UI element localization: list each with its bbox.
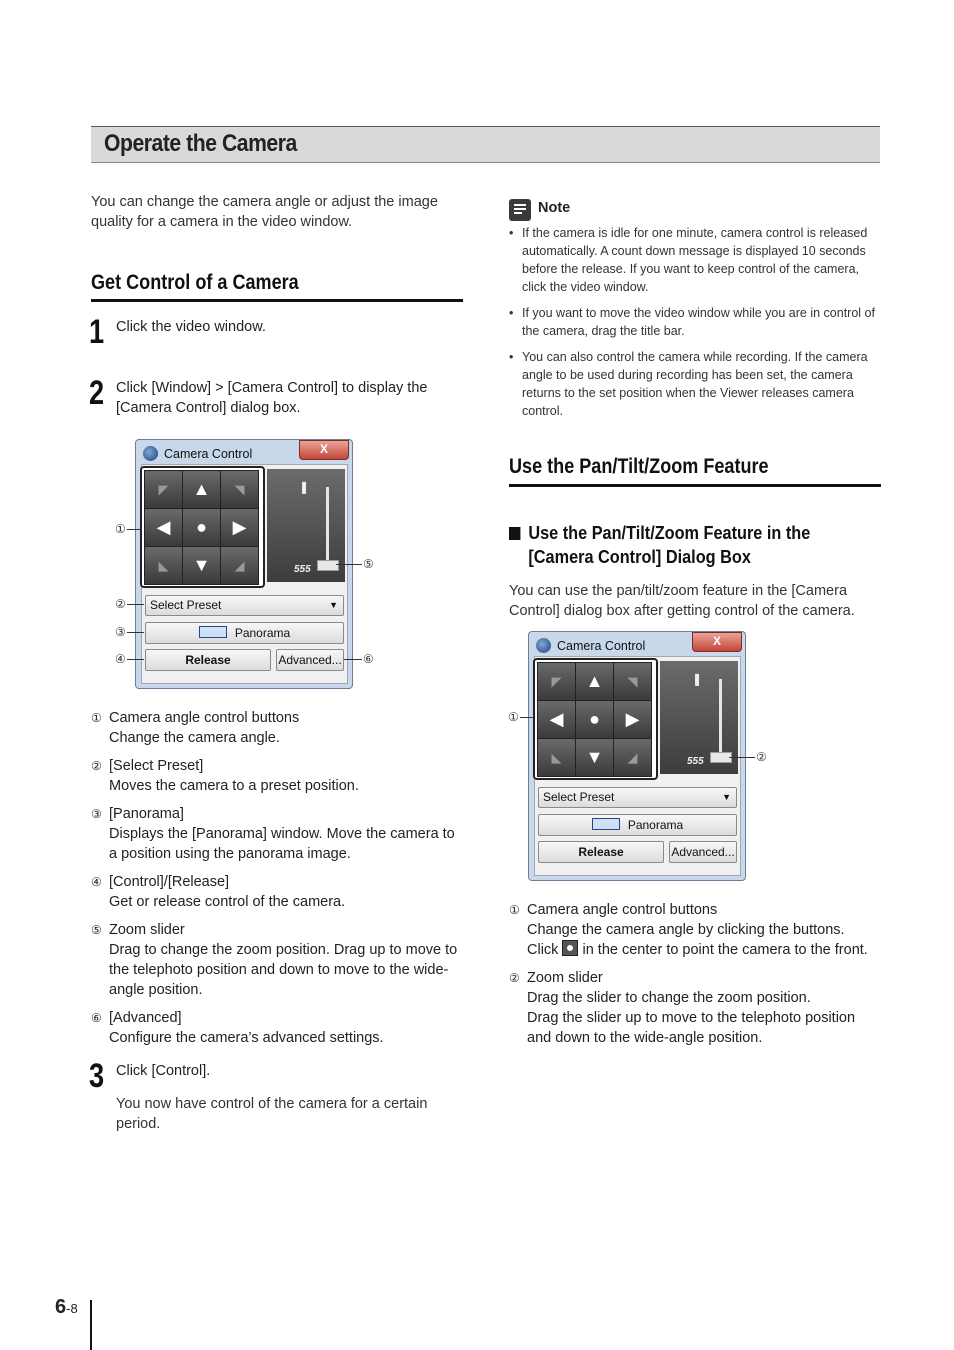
item-title: [Control]/[Release] <box>109 874 230 890</box>
chevron-down-icon: ▼ <box>722 792 731 802</box>
item-title: Camera angle control buttons <box>109 710 300 726</box>
step-text: Click [Control]. <box>116 1063 211 1079</box>
note-item: • If the camera is idle for one minute, camera control is released automatically. A count down message is displayed 10 seconds before the release. If you want to keep control of the camera, click the video window. <box>509 226 868 294</box>
dialog-title: Camera Control <box>557 639 646 653</box>
item-desc: Get or release control of the camera. <box>109 894 346 910</box>
item-title: [Select Preset] <box>109 758 204 774</box>
item-desc: Configure the camera’s advanced settings. <box>109 1030 384 1046</box>
pan-up-left-button[interactable]: ◤ <box>537 662 576 701</box>
wide-angle-icon: 555 <box>687 756 704 767</box>
step-number: 2 <box>89 374 105 412</box>
home-button[interactable]: ● <box>182 508 221 547</box>
chapter-number: 6 <box>55 1296 67 1318</box>
item-desc: Drag the slider up to move to the telephoto position and down to the wide-angle position. <box>527 1010 856 1046</box>
telephoto-icon: ❚ <box>692 672 703 686</box>
panorama-label: Panorama <box>627 818 684 832</box>
pan-up-right-button[interactable]: ◥ <box>220 470 259 509</box>
callout-line <box>520 717 534 718</box>
callout-marker: ② <box>115 597 126 611</box>
select-preset-label: Select Preset <box>543 790 615 804</box>
pan-left-button[interactable]: ◀ <box>144 508 183 547</box>
intro-text: You can change the camera angle or adjust the image quality for a camera in the video window. <box>91 194 438 230</box>
item-marker: ⑥ <box>91 1011 102 1025</box>
callout-line <box>336 564 362 565</box>
select-preset-label: Select Preset <box>150 598 222 612</box>
pan-up-right-button[interactable]: ◥ <box>613 662 652 701</box>
advanced-button[interactable]: Advanced... <box>669 841 737 863</box>
note-item: • You can also control the camera while recording. If the camera angle to be used during recording has been set, the camera returns to the set position when the Viewer releases camera control. <box>509 350 868 418</box>
page-suffix: -8 <box>66 1301 78 1316</box>
note-label: Note <box>538 200 571 216</box>
list-item <box>91 708 463 1056</box>
callout-line <box>729 757 755 758</box>
callout-marker: ④ <box>115 652 126 666</box>
pan-down-left-button[interactable]: ◣ <box>537 738 576 777</box>
home-button-icon <box>562 940 578 956</box>
note-item-text: You can also control the camera while recording. If the camera angle to be used during recording has been set, the camera returns to the set position when the Viewer releases camera control. <box>522 350 868 418</box>
select-preset-dropdown[interactable] <box>145 595 344 616</box>
step-number: 1 <box>89 313 105 351</box>
item-title: Zoom slider <box>527 970 603 986</box>
note-item: • If you want to move the video window while you are in control of the camera, drag the title bar. <box>509 306 875 338</box>
square-bullet-icon <box>509 527 520 540</box>
pan-down-left-button[interactable]: ◣ <box>144 546 183 585</box>
item-desc <box>527 940 881 960</box>
panorama-icon <box>199 626 227 638</box>
callout-marker: ① <box>115 522 126 536</box>
callout-marker: ③ <box>115 625 126 639</box>
note-icon <box>509 199 531 221</box>
tilt-up-button[interactable]: ▲ <box>575 662 614 701</box>
section2-subheading <box>509 521 879 569</box>
callout-marker: ① <box>508 710 519 724</box>
item-marker: ③ <box>91 807 102 821</box>
home-button[interactable]: ● <box>575 700 614 739</box>
item-desc: Moves the camera to a preset position. <box>109 778 359 794</box>
list-item <box>509 900 881 1056</box>
pan-right-button[interactable]: ▶ <box>613 700 652 739</box>
item-marker: ② <box>91 759 102 773</box>
item-title: [Advanced] <box>109 1010 182 1026</box>
zoom-slider-thumb[interactable] <box>317 560 339 571</box>
telephoto-icon: ❚ <box>299 480 310 494</box>
page-title: Operate the Camera <box>104 130 297 157</box>
step-number: 3 <box>89 1057 105 1095</box>
item-desc: Drag the slider to change the zoom position. <box>527 990 811 1006</box>
section1-rule <box>91 299 463 302</box>
pan-down-right-button[interactable]: ◢ <box>220 546 259 585</box>
item-marker: ② <box>509 971 520 985</box>
zoom-track <box>719 679 722 759</box>
wide-angle-icon: 555 <box>294 564 311 575</box>
section2-heading: Use the Pan/Tilt/Zoom Feature <box>509 455 769 478</box>
camera-app-icon <box>143 446 158 461</box>
tilt-up-button[interactable]: ▲ <box>182 470 221 509</box>
pan-up-left-button[interactable]: ◤ <box>144 470 183 509</box>
item-title: Zoom slider <box>109 922 185 938</box>
camera-control-dialog-2 <box>528 631 746 881</box>
panorama-button[interactable] <box>538 814 737 836</box>
dialog-close-button[interactable]: X <box>299 440 349 460</box>
section1-heading: Get Control of a Camera <box>91 271 299 294</box>
release-button[interactable]: Release <box>538 841 664 863</box>
camera-app-icon <box>536 638 551 653</box>
pan-right-button[interactable]: ▶ <box>220 508 259 547</box>
page-title-bar <box>91 126 880 163</box>
dialog-title: Camera Control <box>164 447 253 461</box>
panorama-icon <box>592 818 620 830</box>
item-title: Camera angle control buttons <box>527 902 718 918</box>
item-desc-part: Click <box>527 942 559 958</box>
callout-marker: ⑤ <box>363 557 374 571</box>
item-marker: ① <box>509 903 520 917</box>
callout-line <box>344 659 362 660</box>
section2-intro: You can use the pan/tilt/zoom feature in the [Camera Control] dialog box after getting control of the camera. <box>509 583 855 619</box>
item-marker: ① <box>91 711 102 725</box>
item-title: [Panorama] <box>109 806 184 822</box>
zoom-track <box>326 487 329 567</box>
item-marker: ④ <box>91 875 102 889</box>
tilt-down-button[interactable]: ▼ <box>182 546 221 585</box>
note-list <box>509 224 881 428</box>
panorama-button[interactable] <box>145 622 344 644</box>
callout-line <box>127 632 144 633</box>
advanced-button[interactable]: Advanced... <box>276 649 344 671</box>
item-desc-part: in the center to point the camera to the front. <box>582 942 868 958</box>
select-preset-dropdown[interactable] <box>538 787 737 808</box>
camera-control-dialog <box>135 439 353 689</box>
page-number <box>55 1296 78 1319</box>
note-item-text: If you want to move the video window while you are in control of the camera, drag the title bar. <box>522 306 875 338</box>
item-desc: Change the camera angle by clicking the buttons. <box>527 922 845 938</box>
callout-line <box>127 529 141 530</box>
pan-down-right-button[interactable]: ◢ <box>613 738 652 777</box>
callout-marker: ② <box>756 750 767 764</box>
release-button[interactable]: Release <box>145 649 271 671</box>
dialog-close-button[interactable]: X <box>692 632 742 652</box>
tilt-down-button[interactable]: ▼ <box>575 738 614 777</box>
item-marker: ⑤ <box>91 923 102 937</box>
step-text: Click the video window. <box>116 319 266 335</box>
note-item-text: If the camera is idle for one minute, camera control is released automatically. A count down message is displayed 10 seconds before the release. If you want to keep control of the camera, click the video window. <box>522 226 868 294</box>
callout-marker: ⑥ <box>363 652 374 666</box>
section2-subheading-text: Use the Pan/Tilt/Zoom Feature in the [Camera Control] Dialog Box <box>528 522 811 567</box>
footer-rule <box>90 1300 92 1350</box>
item-desc: Drag to change the zoom position. Drag up to move to the telephoto position and down to move to the wide-angle position. <box>109 942 458 998</box>
callout-line <box>127 604 144 605</box>
step-text: Click [Window] > [Camera Control] to display the [Camera Control] dialog box. <box>116 380 428 416</box>
section2-rule <box>509 484 881 487</box>
panorama-label: Panorama <box>234 626 291 640</box>
pan-left-button[interactable]: ◀ <box>537 700 576 739</box>
item-desc: Change the camera angle. <box>109 730 280 746</box>
callout-line <box>127 659 144 660</box>
item-desc: Displays the [Panorama] window. Move the camera to a position using the panorama image. <box>109 826 455 862</box>
chevron-down-icon: ▼ <box>329 600 338 610</box>
step-subtext: You now have control of the camera for a certain period. <box>116 1096 428 1132</box>
